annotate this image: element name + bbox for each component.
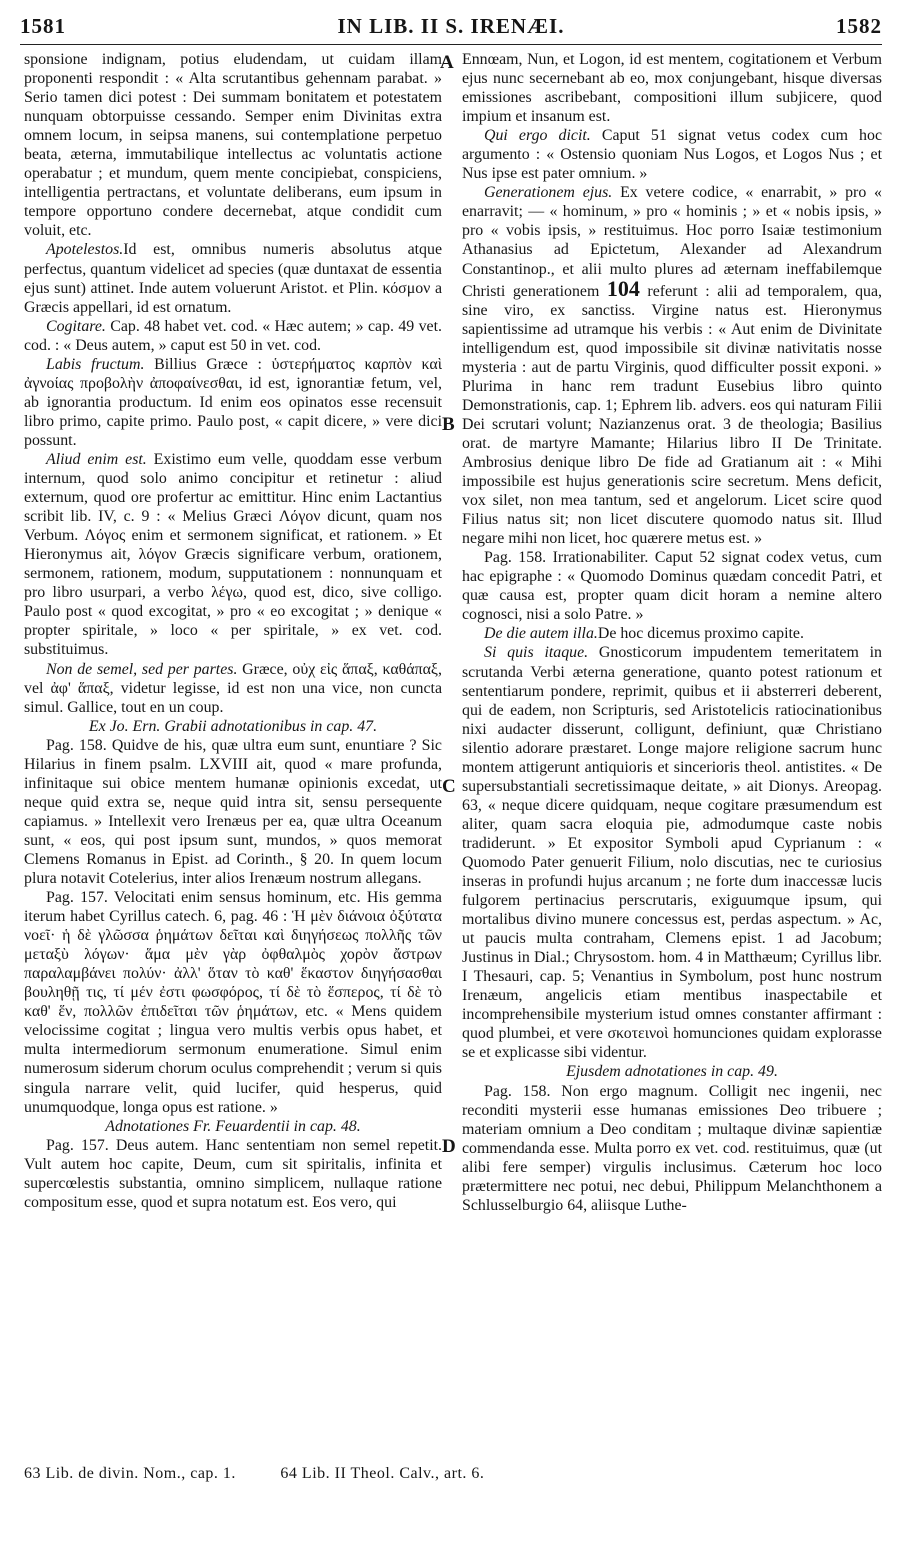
- paragraph-text: Pag. 157. Deus autem. Hanc sententiam non semel repetit. Vult autem hoc capite, Deum, cum sit spiritalis, infinita et supercœlestis substantia, omnino simplicem, nullaque ratione compositum esse, quod et supra notatum est. Eos vero, qui: [24, 1136, 442, 1211]
- left-paragraph: [24, 736, 442, 888]
- left-paragraph: [24, 355, 442, 450]
- left-paragraph: [24, 1136, 442, 1212]
- margin-marker-d: D: [442, 1136, 456, 1157]
- right-paragraph: [462, 1082, 882, 1215]
- paragraph-text: Cap. 48 habet vet. cod. « Hæc autem; » cap. 49 vet. cod. : « Deus autem, » caput est 50 in vet. cod.: [24, 317, 442, 354]
- lemma: Generationem ejus.: [484, 184, 613, 202]
- footnotes: [24, 1465, 524, 1483]
- lemma: Cogitare.: [46, 317, 106, 335]
- paragraph-text: Pag. 158. Quidve de his, quæ ultra eum sunt, enuntiare ? Sic Hilarius in finem psalm. LXVIII ait, quod « mare profunda, infinitaque sui obice mentem humanæ opinionis excedat, ut neque quid extra se, neque quid intra sit, sensu persequente capiamus. » Intellexit vero Irenæus per ea, quæ ultra Oceanum sunt, « eos, qui post ipsum sunt, mundos, » quos memorat Clemens Romanus in Epist. ad Corinth., § 20. In quem locum plura notavit Cotelerius, inter alios Irenæum nostrum allegans.: [24, 736, 442, 888]
- paragraph-text: Existimo eum velle, quoddam esse verbum internum, quod solo animo concipitur et retinetur : aliud externum, quod ore profertur ac emittitur. Hinc enim Lactantius scribit lib. IV, c. 9 : « Melius Græci Λόγον dicunt, quam nos Verbum. Λόγος enim et sermonem significat, et rationem. » Et Hieronymus ait, λόγον Græcis significare verbum, orationem, sermonem, rationem, modum, supputationem : nonnunquam et pro libro usurpari, a verbo λέγω, quod est, dico, sive colligo. Paulo post « quod excogitat, » pro « eo excogitat ; » denique « propter spiritale, » loco « per spiritale, » ex vet. cod. substituimus.: [24, 450, 442, 659]
- margin-marker-a: A: [440, 52, 454, 73]
- left-paragraph: [24, 240, 442, 316]
- paragraph-text: Pag. 157. Velocitati enim sensus hominum, etc. His gemma iterum habet Cyrillus catech. 6, pag. 46 : Ἡ μὲν διάνοια ὀξύτατα νοεῖ· ἡ δὲ γλῶσσα ῥημάτων δεῖται καὶ διηγήσεως πολλῆς τῶν μεταξὺ λόγων· ἅμα μὲν γὰρ ὀφθαλμὸς χορὸν ἄστρων παραλαμβάνει πολύν· ἀλλ' ὅταν τὸ καθ' ἕκαστον διηγήσασθαι βουληθῇ τις, τί μέν ἐστι φωσφόρος, τί δὲ τὸ ἕσπερος, τί δὲ τὸ καθ' ἕν, πολλῶν ἐπιδεῖται τῶν ῥημάτων, etc. « Mens quidem velocissime cogitat ; lingua vero multis verbis opus habet, et multa intermediorum sermonum enumeratione. Simul enim numerosum siderum chorum oculus comprehendit ; verum si quis singula narrare velit, quid lucifer, quid hesperus, quid unumquodque, longa opus est ratione. »: [24, 889, 442, 1116]
- left-section-heading: Adnotationes Fr. Feuardentii in cap. 48.: [105, 1117, 361, 1135]
- right-section-heading: Ejusdem adnotationes in cap. 49.: [566, 1063, 778, 1081]
- header-rule: [20, 44, 882, 45]
- lemma: Non de semel, sed per partes.: [46, 660, 238, 678]
- left-paragraph: [24, 317, 442, 355]
- paragraph-text: De hoc dicemus proximo capite.: [597, 625, 804, 643]
- paragraph-text: Ennœam, Nun, et Logon, id est mentem, cogitationem et Verbum ejus nunc secernebant ab eo, mox conjungebant, hisque diversas emissiones ascribebant, compositioni illum subjicere, quod impium et insanum est.: [462, 51, 882, 126]
- left-column: [24, 50, 442, 1445]
- right-paragraph: [462, 548, 882, 624]
- footnote-64: 64 Lib. II Theol. Calv., art. 6.: [280, 1465, 485, 1482]
- page-number-left: 1581: [20, 14, 66, 38]
- right-paragraph: [462, 183, 882, 548]
- lemma: De die autem illa.: [484, 625, 598, 643]
- page-number-right: 1582: [836, 14, 882, 38]
- paragraph-text: Græce, οὐχ εἰς ἅπαξ, καθάπαξ, vel ἀφ' ἅπαξ, videtur legisse, id est non una vice, non cuncta simul. Gallice, tout en un coup.: [24, 660, 442, 716]
- margin-marker-c: C: [442, 776, 456, 797]
- right-paragraph: [462, 50, 882, 126]
- paragraph-text: sponsione indignam, potius eludendam, ut cuidam illam proponenti respondit : « Alta scrutantibus gehennam parabat. » Serio tamen dici potest : Dei summam bonitatem et potestatem nunquam obtorpuisse cessando. Semper enim Divinitas extra omnem locum, in seipsa manens, sui contemplatione perpetuo beata, æterna, immutabilique intellectus ac voluntatis actione operabatur ; et mundum, quem mente concipiebat, conspiciens, intelligentia pertractans, et voluntate deliberans, eum ipsum in tempore opportuno condere decernebat, atque condidit cum voluit, etc.: [24, 51, 442, 240]
- right-paragraph: [462, 126, 882, 183]
- paragraph-text: Pag. 158. Non ergo magnum. Colligit nec ingenii, nec reconditi mysterii esse humanas emissiones Deo tribuere ; materiam omnium a Deo conditam ; multaque divinæ sapientiæ commendanda esse. Multa porro ex vet. cod. restituimus, quæ (ut alibi fere semper) virgulis inclusimus. Cæterum hoc loco prætermittere nec potui, nec debui, Philippum Melanchthonem a Schlusselburgio 64, aliisque Luthe-: [462, 1082, 882, 1214]
- lemma: Qui ergo dicit.: [484, 127, 591, 145]
- lemma: Apotelestos.: [46, 241, 124, 259]
- left-paragraph: [24, 660, 442, 717]
- right-column: [462, 50, 882, 1445]
- paragraph-text-continued: referunt : alii ad temporalem, qua, sine viro, ex sanctiss. Virgine natus est. Hieronymus sapientissime ad utramque his verbis : « Aut enim de Divinitate intelligendum est, quod impossibile sit divinæ nativitatis nosse mysteria : aut de partu Virginis, quod difficulter possit exponi. » Plurima in hanc rem tradunt Eusebius libro quinto Demonstrationis, cap. 1; Ephrem lib. advers. eos qui naturam Filii Dei scrutari volunt; Nazianzenus orat. 3 de theologia; Basilius orat. de martyre Mamante; Hilarius libro II De Trinitate. Ambrosius denique libro De fide ad Gratianum ait : « Mihi impossibile est hujus generationis scire secretum. Mens deficit, vox silet, non mea tantum, sed et angelorum. Licet scire quod Filius natus sit; non licet discutere quomodo natus sit. Illud negare mihi non licet, hoc quærere metus est. »: [462, 282, 882, 548]
- paragraph-text: Caput 51 signat vetus codex cum hoc argumento : « Ostensio quoniam Nus Logos, et Logos Nus ; et Nus ipse est pater omnium. »: [462, 127, 882, 183]
- paragraph-text: Id est, omnibus numeris absolutus atque perfectus, quantum videlicet ad species (quæ duntaxat de essentia ejus sunt) attinet. Inde autem voluerunt Aristot. et Plin. κόσμον a Græcis appellari, id est ornatum.: [24, 241, 442, 316]
- paragraph-text: Gnosticorum impudentem temeritatem in scrutanda Verbi æterna generatione, quanto potest rationum et sententiarum pondere, reprimit, quibus et ii absterreri deberent, qui de eadem, non Scripturis, sed Aristotelicis ratiocinationibus nixi audacter disserunt, colligunt, definiunt, quæ Christiano silentio adorare præstaret. Longe majore religione sacrum hunc montem attigerunt antiquioris et sincerioris theol. antistites. « De supersubstantiali secretissimaque deitate, » ait Dionys. Areopag. 63, « neque dicere quidquam, neque cogitare præsumendum est aliter, quam sacra eloquia pie, admodumque caste nobis tradiderunt. » Et expositor Symboli apud Cyprianum : « Quomodo Pater genuerit Filium, nolo discutias, nec te curiosius inseras in profundi hujus arcanum ; ne forte dum inaccessæ lucis fulgorem pertinacius perscrutaris, exiguumque ipsum, qui mortalibus divino munere concessus est, perdas aspectum. » Ac, ut paucis multa contraham, Clemens epist. 1 ad Jacobum; Justinus in Dial.; Chrysostom. hom. 4 in Matthæum; Cyrillus libr. I Thesauri, cap. 5; Venantius in Symbolum, post hunc nostrum Irenæum, angelicis etiam mentibus inaspectabile et incomprehensibile mysterium istud omnes constanter affirmant : quod plumbei, et vere σκοτεινοὶ homunciones quidam explorasse se et explicasse sibi videntur.: [462, 644, 882, 1062]
- left-paragraph: [24, 50, 442, 240]
- column-marker-number: 104: [606, 275, 640, 301]
- lemma: Aliud enim est.: [46, 450, 147, 468]
- paragraph-text: Pag. 158. Irrationabiliter. Caput 52 signat codex vetus, cum hac epigraphe : « Quomodo Dominus quædam concedit Patri, et quæ causa est, propter quam dicit horam a nemine altero cognosci, nisi a solo Patre. »: [462, 549, 882, 624]
- left-paragraph: [24, 888, 442, 1117]
- paragraph-text: Billius Græce : ὑστερήματος καρπὸν καὶ ἀγνοίας προβολὴν ἀποφαίνεσθαι, id est, ignorantiæ fetum, vel, ab ignorantia productum. Id enim eos opinatos esse recensuit libro primo, capite primo. Paulo post, « capit dicere, » vere dici possunt.: [24, 355, 442, 449]
- lemma: Labis fructum.: [46, 355, 145, 373]
- left-paragraph: [24, 450, 442, 660]
- margin-marker-b: B: [442, 414, 455, 435]
- running-header: [20, 14, 882, 42]
- lemma: Si quis itaque.: [484, 644, 589, 662]
- running-title: IN LIB. II S. IRENÆI.: [337, 14, 565, 38]
- footnote-63: 63 Lib. de divin. Nom., cap. 1.: [24, 1465, 236, 1482]
- right-paragraph: [462, 643, 882, 1062]
- left-section-heading: Ex Jo. Ern. Grabii adnotationibus in cap. 47.: [88, 717, 378, 735]
- right-paragraph: [462, 624, 882, 643]
- paragraph-text: Ex vetere codice, « enarrabit, » pro « enarravit; — « hominum, » pro « hominis ; » et « nobis ipsis, » pro « vobis ipsis, » restituimus. Hoc porro Isaiæ testimonium Athanasius ad Epictetum, Alexander ad Alexandrum Constantinop., et alii multo plures ad æternam ineffabilemque Christi generationem: [462, 184, 882, 300]
